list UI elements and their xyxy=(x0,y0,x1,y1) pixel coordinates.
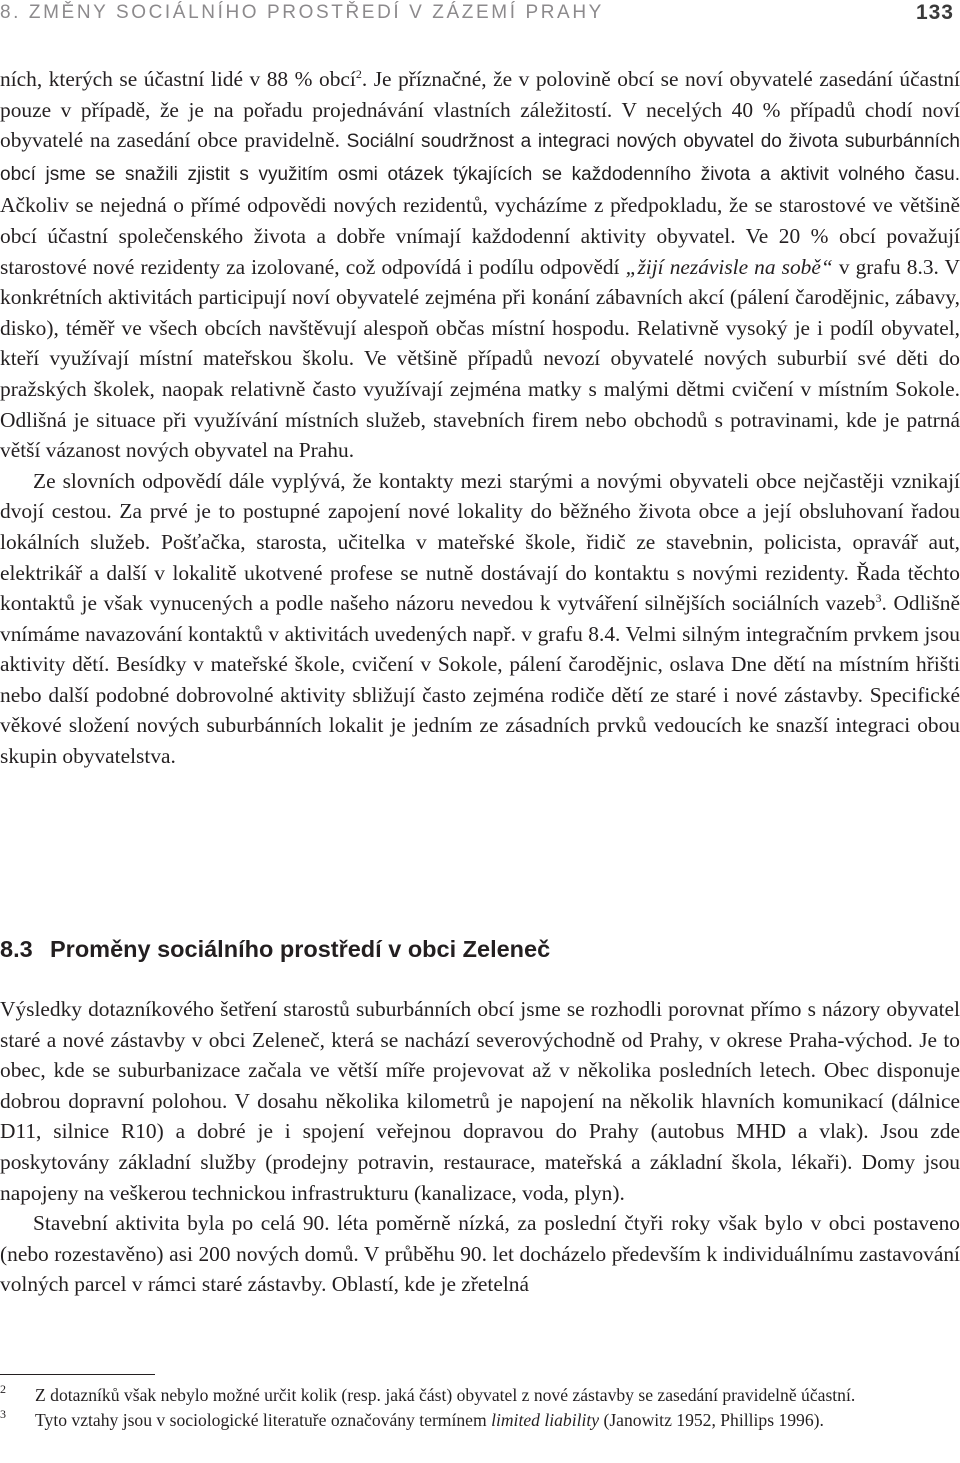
text-run: Ačkoliv se nejedná o přímé odpovědi nových rezidentů, vycházíme z předpokladu, že se starostové ve většině obcí účastní společenského života a dobře vnímají každodenní aktivity obyvatel. Ve 20 % obcí považují starostové nové rezidenty za izolované, což odpovídá i podílu odpovědí xyxy=(0,193,960,279)
footnote-3 xyxy=(0,1408,960,1433)
footnote-mark: 3 xyxy=(0,1407,6,1421)
paragraph-4: Stavební aktivita byla po celá 90. léta poměrně nízká, za poslední čtyři roky však bylo v obci postaveno (nebo rozestavěno) asi 200 nových domů. V průběhu 90. let docházelo především k individuálnímu zastavování volných parcel v rámci staré zástavby. Oblastí, kde je zřetelná xyxy=(0,1211,960,1297)
footnote-text: Z dotazníků však nebylo možné určit kolik (resp. jaká část) obyvatel z nové zástavby se zasedání pravidelně účastní. xyxy=(35,1385,856,1405)
text-run: v grafu 8.3. V konkrétních aktivitách participují noví obyvatelé zejména při konání zábavních akcí (pálení čarodějnic, zábavy, disko), téměř ve všech obcích navštěvují alespoň občas místní hospodu. Relativně vysoký je i podíl obyvatel, kteří využívají místní mateřskou školu. Ve většině případů nevozí obyvatelé nových suburbií své děti do pražských školek, naopak relativně často využívají zejména matky s malými dětmi cvičení v místním Sokole. Odlišná je situace při využívání místních služeb, stavebních firem nebo obchodů s potravinami, kde je patrná větší vázanost nových obyvatel na Prahu. xyxy=(0,254,960,463)
footnote-divider xyxy=(0,1374,155,1375)
footnote-ref-3[interactable]: 3 xyxy=(875,591,882,606)
chapter-title: 8. ZMĚNY SOCIÁLNÍHO PROSTŘEDÍ V ZÁZEMÍ PRAHY xyxy=(0,2,604,23)
paragraph-3: Výsledky dotazníkového šetření starostů suburbánních obcí jsme se rozhodli porovnat přímo s názory obyvatel staré a nové zástavby v obci Zeleneč, která se nachází severovýchodně od Prahy, v okrese Praha-východ. Je to obec, kde se suburbanizace začala ve větší míře projevovat až v několika posledních letech. Obec disponuje dobrou dopravní polohou. V dosahu několika kilometrů je napojení na několik hlavních komunikací (dálnice D11, silnice R10) a dobré je i spojení veřejnou dopravou do Prahy (autobus MHD a vlak). Jsou zde poskytovány základní služby (prodejny potravin, restaurace, mateřská a základní škola, lékaři). Domy jsou napojeny na veškerou technickou infrastrukturu (kanalizace, voda, plyn). xyxy=(0,997,960,1205)
text-run: ních, kterých se účastní lidé v 88 % obcí xyxy=(0,67,356,91)
section-heading xyxy=(0,936,960,963)
body-text-upper xyxy=(0,64,960,772)
running-header xyxy=(0,0,960,30)
footnote-2 xyxy=(0,1383,960,1408)
paragraph-1 xyxy=(0,64,960,466)
footnote-text: Tyto vztahy jsou v sociologické literatuře označovány termínem xyxy=(35,1410,492,1430)
body-text-lower xyxy=(0,994,960,1300)
footnote-ref-2[interactable]: 2 xyxy=(355,67,362,81)
page-number: 133 xyxy=(915,1,954,24)
text-run: Ze slovních odpovědí dále vyplývá, že kontakty mezi starými a novými obyvateli obce nejčastěji vznikají dvojí cestou. Za prvé je to postupné zapojení nové lokality do běžného života obce a její obsluhovaní řadou lokálních služeb. Pošťačka, starosta, učitelka v mateřské škole, řidič ze stavebnin, policista, opravář aut, elektrikář a další v lokalitě ukotvené profese se nutně dostávají do kontaktu s novými rezidenty. Řada těchto kontaktů je však vynucených a podle našeho názoru nevedou k vytváření silnějších sociálních vazeb xyxy=(0,468,960,616)
text-run: . Je příznačné, že v polovině obcí se noví obyvatelé zasedání účastní pouze v případě, že je na pořadu projednávání vlastních záležitostí. V necelých 40 % případů chodí noví obyvatelé na zasedání obce pravidelně. xyxy=(0,67,960,153)
text-run-sans: Sociální soudržnost a integraci nových obyvatel do života suburbánních obcí jsme se snažili zjistit s využitím osmi otázek týkajících se každodenního života a aktivit volného času. xyxy=(0,131,960,185)
footnote-term: limited liability xyxy=(491,1410,600,1430)
paragraph-2 xyxy=(0,466,960,772)
footnotes xyxy=(0,1383,960,1433)
footnote-mark: 2 xyxy=(0,1382,6,1396)
section-number: 8.3 xyxy=(0,936,33,962)
italic-quote: „žijí nezávisle na sobě“ xyxy=(625,254,833,279)
text-run: . Odlišně vnímáme navazování kontaktů v aktivitách uvedených např. v grafu 8.4. Velmi silným integračním prvkem jsou aktivity dětí. Besídky v mateřské škole, cvičení v Sokole, pálení čarodějnic, oslava Dne dětí na místním hřišti nebo další podobné dobrovolné aktivity sbližují často zejména rodiče dětí ze staré i nové zástavby. Specifické věkové složení nových suburbánních lokalit je jedním ze zásadních prvků vedoucích ke snazší integraci obou skupin obyvatelstva. xyxy=(0,591,960,769)
section-title: Proměny sociálního prostředí v obci Zeleneč xyxy=(50,936,551,962)
footnote-text: (Janowitz 1952, Phillips 1996). xyxy=(599,1410,824,1430)
